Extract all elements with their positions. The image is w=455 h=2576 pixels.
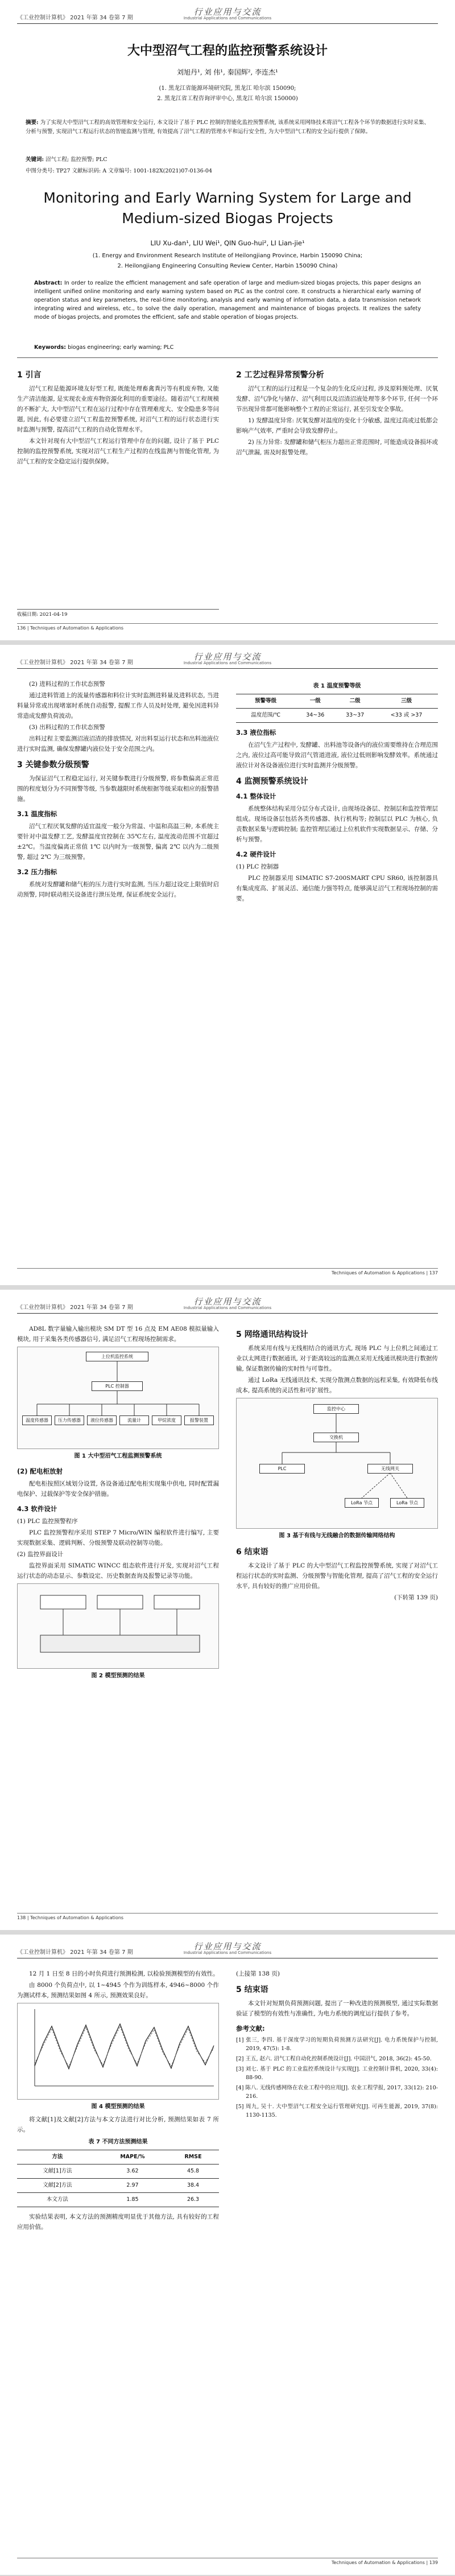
paragraph: 本文针对短期负荷预测问题, 提出了一种改进的预测模型, 通过实际数据验证了模型的有效性与准确性, 为电力系统的调度运行提供了参考。 [236, 2000, 438, 2017]
section-heading: 5 结束语 [236, 1985, 268, 1994]
keywords-zh-text: 沼气工程; 监控预警; PLC [46, 157, 107, 163]
table-header: 二级 [335, 694, 375, 709]
classification-line: 中图分类号: TP27 文献标识码: A 文章编号: 1001-182X(2021)07-0136-04 [26, 168, 213, 174]
page-1 [0, 0, 455, 640]
paragraph: 沼气工程的运行过程是一个复杂的生化反应过程, 涉及原料预处理、厌氧发酵、沼气净化与储存、沼气利用以及沼渣沼液处理等多个环节, 任何一个环节出现异常都可能影响整个工程的正常运行, 甚至引发安全事故。 [236, 385, 438, 413]
table-row [17, 2165, 219, 2179]
page-2 [0, 645, 455, 1285]
table-cell: 本文方法 [17, 2193, 98, 2207]
subsection-heading: (2) 配电柜放射 [17, 1467, 63, 1475]
keywords-en-text: biogas engineering; early warning; PLC [68, 344, 174, 351]
journal-name: 行业应用与交流 [193, 652, 262, 662]
abstract-en-text: In order to realize the efficient management and safe operation of large and medium-sized biogas projects, this paper designs an intelligent unified online monitoring and early warning system based on PLC as the control core. It constructs a hierarchical early warning of operation status and key parameters, the real-time monitoring, analysis and early warning of information data, a data transmission network integrating wired and wireless, etc., to solve the daily operation, management and maintenance of biogas projects. It realizes the safety mode of biogas projects, and promotes the efficient, safe and stable operation of biogas projects. [34, 280, 421, 320]
section-heading: 6 结束语 [236, 1548, 268, 1557]
footer-right: Techniques of Automation & Applications | 137 [331, 1270, 438, 1275]
subsection-heading: 3.2 压力指标 [17, 868, 57, 876]
fig1-connectors [18, 1347, 218, 1449]
table-header: RMSE [167, 2150, 219, 2165]
paragraph: 12 月 1 日至 8 日的小时负荷进行预测检测, 以检验预测模型的有效性。 [29, 1970, 219, 1977]
paragraph: PLC 监控预警程序采用 STEP 7 Micro/WIN 编程软件进行编写, 主要实现数据采集、逻辑判断、分级预警及联动控制等功能。 [17, 1529, 219, 1546]
column-left [17, 1969, 219, 2233]
figure-4 [17, 2003, 219, 2100]
continue-note: (上接第 138 页) [236, 1970, 280, 1977]
paragraph: 出料过程主要监测沼液沼渣的排放情况, 对出料泵运行状态和出料池液位进行实时监测, 确保发酵罐内液位处于安全范围之内。 [17, 735, 219, 752]
journal-issue: 《工业控制计算机》 2021 年第 34 卷第 7 期 [17, 15, 133, 21]
journal-name: 行业应用与交流 [193, 7, 262, 17]
abstract-zh-text: 为了实现大中型沼气工程的高效管理和安全运行, 本文设计了基于 PLC 控制的智能化监控预警系统, 该系统采用网络技术将沼气工程各个环节的数据进行实时采集、分析与预警, 实现沼气工程运行状态的智能监测与管理, 有效提高了沼气工程的管理水平和运行安全性, 为大中型沼气工程的安全运行提供了保障。 [26, 120, 429, 135]
paragraph: 系统整体结构采用分层分布式设计, 由现场设备层、控制层和监控管理层组成。现场设备层包括各类传感器、执行机构等; 控制层以 PLC 为核心, 负责数据采集与逻辑控制; 监控管理层通过上位机软件实现数据显示、存储、分析与预警。 [236, 805, 438, 843]
section-heading: 3 关键参数分级预警 [17, 760, 89, 769]
table-header: 方法 [17, 2150, 98, 2165]
fig4-series-predicted [35, 2026, 214, 2067]
paragraph: 在沼气生产过程中, 发酵罐、出料池等设备内的液位需要维持在合理范围之内, 液位过高可能导致沼气管道进液, 液位过低则影响发酵效率。系统通过液位计对各设备液位进行实时监测并分级预警。 [236, 742, 438, 769]
paragraph: 配电柜按照区域划分设置, 各设备通过配电柜实现集中供电, 同时配置漏电保护、过载保护等安全保护措施。 [17, 1480, 219, 1497]
table-cell: 2.97 [98, 2179, 167, 2193]
table-header: 一级 [295, 694, 335, 709]
fig3-box: 无线网关 [367, 1464, 413, 1474]
section-heading: 2 工艺过程异常预警分析 [236, 371, 324, 380]
figure-2-caption: 图 2 模型预测的结果 [91, 1673, 145, 1679]
subsection-heading: 4.1 整体设计 [236, 792, 276, 800]
column-left [17, 679, 219, 901]
page-header [17, 1943, 438, 1958]
paragraph: PLC 控制器采用 SIMATIC S7-200SMART CPU SR60, 该控制器具有集成度高、扩展灵活、通信能力强等特点, 能够满足沼气工程现场控制的需要。 [236, 875, 438, 902]
section-heading: 4 监测预警系统设计 [236, 777, 308, 786]
affiliation-en-1: (1. Energy and Environment Research Institute of Heilongjiang Province, Harbin 150090 China; [92, 253, 363, 259]
fig1-box: 上位机监控系统 [86, 1352, 148, 1361]
column-left [17, 364, 219, 468]
fig1-box: 甲烷浓度 [152, 1415, 181, 1425]
fig4-chart [18, 2003, 218, 2099]
paragraph: 系统对发酵罐和储气柜的压力进行实时监测, 当压力超过设定上限值时启动预警, 同时联动相关设备进行泄压处理, 保证系统安全运行。 [17, 881, 219, 898]
subsection-heading: 4.3 软件设计 [17, 1505, 57, 1513]
journal-issue: 《工业控制计算机》 2021 年第 34 卷第 7 期 [17, 1305, 133, 1311]
paragraph: 为保证沼气工程稳定运行, 对关键参数进行分级预警, 将参数偏离正常范围的程度划分为不同预警等级, 当参数越限时系统根据等级采取相应的报警措施。 [17, 775, 219, 803]
paragraph: 沼气工程厌氧发酵的适宜温度一般分为常温、中温和高温三种, 本系统主要针对中温发酵工艺, 发酵温度宜控制在 35℃左右, 温度波动范围不宜超过 ±2℃。当温度偏离正常值 1℃ 以内时为一级预警, 偏离 2℃ 以内为二级预警, 超过 2℃ 为三级预警。 [17, 823, 219, 861]
paragraph: 通过 LoRa 无线通讯技术, 实现分散测点数据的远程采集, 有效降低布线成本, 提高系统的灵活性和可扩展性。 [236, 1377, 438, 1394]
column-right [236, 1969, 438, 2121]
journal-name-en: Industrial Applications and Communications [183, 1950, 272, 1955]
paragraph: AD8L 数字量输入输出模块 SM DT 型 16 点及 EM AE08 模拟量输入模块, 用于采集各类传感器信号, 满足沼气工程现场控制需求。 [17, 1326, 219, 1343]
authors-en: LIU Xu-dan¹, LIU Wei¹, QIN Guo-hui², LI Lian-jie¹ [150, 239, 305, 247]
journal-name: 行业应用与交流 [193, 1941, 262, 1952]
paragraph: (1) PLC 监控预警程序 [17, 1518, 78, 1525]
column-right [236, 364, 438, 459]
fig4-series-actual [35, 2024, 214, 2069]
affiliation-zh-1: (1. 黑龙江省能源环境研究院, 黑龙江 哈尔滨 150090; [159, 85, 296, 92]
continue-note: (下转第 139 页) [394, 1594, 438, 1601]
table-cell: 1.85 [98, 2193, 167, 2207]
fig1-box: PLC 控制器 [92, 1381, 143, 1391]
fig1-box: 报警装置 [184, 1415, 214, 1425]
footer-left: 136 | Techniques of Automation & Applications [17, 626, 124, 631]
journal-name: 行业应用与交流 [193, 1297, 262, 1307]
journal-issue: 《工业控制计算机》 2021 年第 34 卷第 7 期 [17, 1949, 133, 1956]
figure-2 [17, 1583, 219, 1669]
fig3-box: 交换机 [313, 1433, 359, 1442]
paper-title-en: Monitoring and Early Warning System for Large and Medium-sized Biogas Projects [43, 190, 412, 227]
abstract-en-label: Abstract: [34, 280, 63, 286]
affiliation-en-2: 2. Heilongjiang Engineering Consulting Review Center, Harbin 150090 China) [117, 263, 338, 269]
paper-title-zh: 大中型沼气工程的监控预警系统设计 [127, 44, 328, 58]
column-right [236, 679, 438, 905]
authors-zh: 刘旭丹¹, 刘 伟¹, 秦国辉², 李连杰¹ [177, 68, 278, 76]
paragraph: (2) 监控界面设计 [17, 1551, 64, 1558]
fig3-connectors [237, 1398, 437, 1528]
journal-name-en: Industrial Applications and Communications [183, 1306, 272, 1310]
subsection-heading: 3.3 液位指标 [236, 729, 276, 736]
journal-issue: 《工业控制计算机》 2021 年第 34 卷第 7 期 [17, 660, 133, 666]
page-header [17, 1298, 438, 1314]
figure-1-caption: 图 1 大中型沼气工程监测预警系统 [74, 1453, 162, 1459]
references-heading: 参考文献: [236, 2024, 265, 2032]
fig3-box: PLC [259, 1464, 305, 1474]
paragraph: (3) 出料过程的工作状态预警 [29, 724, 105, 731]
page-header [17, 8, 438, 24]
paragraph: 1) 发酵温度异常: 厌氧发酵对温度的变化十分敏感, 温度过高或过低都会影响产气效率, 严重时会导致发酵停止。 [236, 417, 438, 434]
paragraph: 沼气工程是能源环境友好型工程, 既能处理畜禽粪污等有机废弃物, 又能生产清洁能源, 是实现农业废弃物资源化利用的重要途径。随着沼气工程规模的不断扩大, 大中型沼气工程在运行过程中存在管理难度大、安全隐患多等问题, 因此, 有必要建立沼气工程监控预警系统, 对沼气工程的运行状态进行实时监测与预警, 提高沼气工程的自动化管理水平。 [17, 385, 219, 433]
divider [17, 357, 438, 358]
journal-name-en: Industrial Applications and Communications [183, 16, 272, 20]
table-row [17, 2179, 219, 2193]
reference-item: [5] 周九, 吴十. 大中型沼气工程安全运行管理研究[J]. 可再生能源, 2019, 37(8): 1130-1135. [236, 2104, 438, 2118]
paragraph: 本文针对现有大中型沼气工程运行管理中存在的问题, 设计了基于 PLC 控制的监控预警系统, 实现对沼气工程生产过程的在线监测与智能化管理, 为沼气工程的安全稳定运行提供保障。 [17, 438, 219, 465]
paragraph: 实验结果表明, 本文方法的预测精度明显优于其他方法, 具有较好的工程应用价值。 [17, 2213, 219, 2231]
paragraph: 通过进料管道上的流量传感器和料位计实时监测进料量及进料状态, 当进料量异常或出现堵塞时系统自动报警, 提醒工作人员及时处理, 避免因进料异常造成发酵负荷波动。 [17, 692, 219, 719]
table-row [17, 2193, 219, 2207]
fig2-diagram [18, 1584, 218, 1668]
table-cell: <33 或 >37 [375, 709, 438, 723]
abstract-zh [26, 118, 429, 137]
footer-right: Techniques of Automation & Applications | 139 [331, 2560, 438, 2565]
table-cell: 34~36 [295, 709, 335, 723]
table-cell: 45.8 [167, 2165, 219, 2179]
figure-3 [236, 1398, 438, 1529]
abstract-en [34, 279, 421, 322]
column-right [236, 1324, 438, 1604]
reference-item: [2] 王五, 赵六. 沼气工程自动化控制系统设计[J]. 中国沼气, 2018, 36(2): 45-50. [236, 2056, 432, 2062]
table-cell: 26.3 [167, 2193, 219, 2207]
journal-name-en: Industrial Applications and Communications [183, 661, 272, 665]
page-3 [0, 1290, 455, 1930]
table-row [236, 709, 438, 723]
paragraph: 监控界面采用 SIMATIC WINCC 组态软件进行开发, 实现对沼气工程运行状态的动态显示、参数设定、历史数据查询及报警记录等功能。 [17, 1562, 219, 1579]
table-cell: 温度范围/℃ [236, 709, 295, 723]
figure-1 [17, 1347, 219, 1449]
paragraph: (1) PLC 控制器 [236, 863, 279, 870]
table-cell: 33~37 [335, 709, 375, 723]
keywords-en [34, 344, 421, 351]
paragraph: 本文设计了基于 PLC 的大中型沼气工程监控预警系统, 实现了对沼气工程运行状态的实时监测、分级预警与智能化管理, 提高了沼气工程的安全运行水平, 具有较好的推广应用价值。 [236, 1562, 438, 1590]
abstract-zh-label: 摘要: [26, 120, 39, 126]
paragraph: (2) 进料过程的工作状态预警 [29, 681, 105, 688]
subsection-heading: 4.2 硬件设计 [236, 850, 276, 858]
affiliation-zh-2: 2. 黑龙江省工程咨询评审中心, 黑龙江 哈尔滨 150000) [157, 96, 298, 102]
paragraph: 将文献[1]及文献[2]方法与本文方法进行对比分析, 预测结果如表 7 所示。 [17, 2116, 219, 2133]
fig3-box: LoRa 节点 [390, 1498, 424, 1508]
footer-left: 138 | Techniques of Automation & Applications [17, 1915, 124, 1920]
paragraph: 2) 压力异常: 发酵罐和储气柜压力超出正常范围时, 可能造成设备损坏或沼气泄漏, 需及时报警处理。 [236, 439, 438, 456]
reference-item: [1] 张三, 李四. 基于深度学习的短期负荷预测方法研究[J]. 电力系统保护与控制, 2019, 47(5): 1-8. [236, 2037, 438, 2052]
fig1-box: 压力传感器 [55, 1415, 84, 1425]
fig1-box: 流量计 [119, 1415, 149, 1425]
keywords-en-label: Keywords: [34, 344, 67, 351]
reference-item: [4] 陈八. 无线传感网络在农业工程中的应用[J]. 农业工程学报, 2017, 33(12): 210-216. [236, 2085, 438, 2100]
fig1-box: 温度传感器 [22, 1415, 52, 1425]
paragraph: 系统采用有线与无线相结合的通讯方式, 现场 PLC 与上位机之间通过工业以太网进行数据通讯, 对于距离较远的监测点采用无线通讯模块进行数据传输, 保证数据传输的实时性与可靠性。 [236, 1345, 438, 1372]
section-heading: 1 引言 [17, 371, 42, 380]
table-7-caption: 表 7 不同方法预测结果 [88, 2139, 148, 2145]
table-cell: 文献[1]方法 [17, 2165, 98, 2179]
table-7 [17, 2150, 219, 2207]
received-date: 收稿日期: 2021-04-19 [17, 609, 219, 619]
keywords-zh-label: 关键词: [26, 157, 44, 163]
page-footer [17, 623, 438, 632]
section-heading: 5 网络通讯结构设计 [236, 1330, 308, 1339]
page-4 [0, 1935, 455, 2575]
keywords-zh [26, 155, 429, 163]
fig3-box: LoRa 节点 [345, 1498, 379, 1508]
subsection-heading: 3.1 温度指标 [17, 810, 57, 818]
page-header [17, 653, 438, 669]
table-header: 三级 [375, 694, 438, 709]
table-cell: 3.62 [98, 2165, 167, 2179]
fig1-box: 液位传感器 [87, 1415, 117, 1425]
figure-4-caption: 图 4 模型预测的结果 [91, 2104, 145, 2110]
table-header: MAPE/% [98, 2150, 167, 2165]
paragraph: 由 8000 个负荷点中, 以 1~4945 个作为训练样本, 4946~8000 个作为测试样本, 预测结果如图 4 所示, 预测效果良好。 [17, 1982, 219, 1999]
table-header: 预警等级 [236, 694, 295, 709]
table-cell: 38.4 [167, 2179, 219, 2193]
page-footer [17, 2558, 438, 2567]
page-footer [17, 1268, 438, 1277]
figure-3-caption: 图 3 基于有线与无线融合的数据传输网络结构 [279, 1533, 395, 1539]
table-1-caption: 表 1 温度预警等级 [313, 683, 361, 689]
column-left [17, 1324, 219, 1684]
page-footer [17, 1913, 438, 1922]
table-cell: 文献[2]方法 [17, 2179, 98, 2193]
table-1 [236, 694, 438, 723]
fig3-box: 监控中心 [313, 1404, 359, 1414]
reference-item: [3] 刘七. 基于 PLC 的工业监控系统设计与实现[J]. 工业控制计算机, 2020, 33(4): 88-90. [236, 2066, 438, 2081]
